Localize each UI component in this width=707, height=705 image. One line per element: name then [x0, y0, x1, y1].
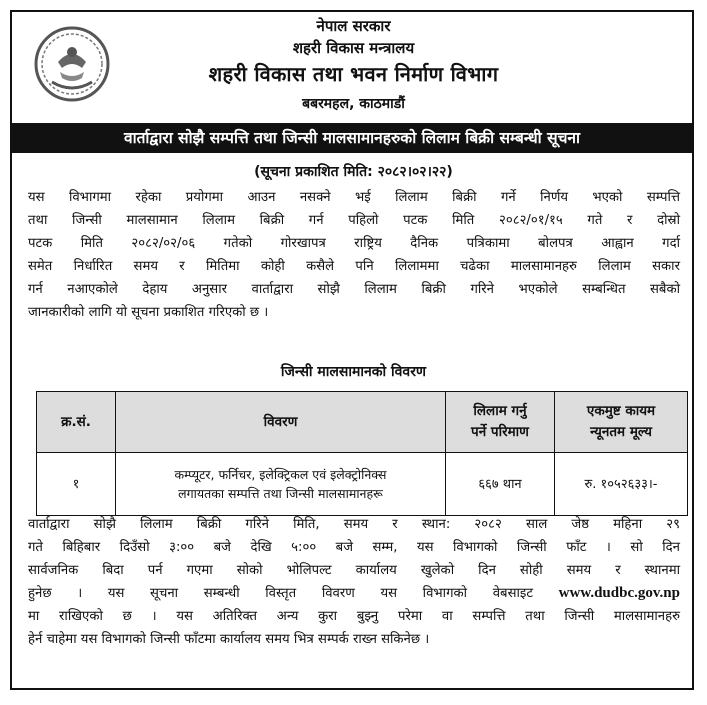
paragraph-line: जानकारीको लागि यो सूचना प्रकाशित गरिएको छ । [28, 305, 269, 320]
cell-description [116, 453, 446, 516]
published-date: (सूचना प्रकाशित मिति: २०८२।०२।२२) [254, 164, 453, 180]
department-name: शहरी विकास तथा भवन निर्माण विभाग [208, 62, 499, 86]
paragraph-text: हुनेछ । यस सूचना सम्बन्धी विस्तृत विवरण यस विभागको वेबसाइट [28, 586, 534, 601]
cell-minimum-price: रु. १०५२६३३।- [555, 453, 688, 516]
paragraph-line: गते बिहिबार दिउँसो ३:०० बजे देखि ५:०० बजे सम्म, यस विभागको जिन्सी फाँट । सो दिन [28, 540, 680, 555]
office-address: बबरमहल, काठमाडौं [302, 96, 405, 112]
paragraph-line: वार्ताद्वारा सोझै लिलाम बिक्री गरिने मिति, समय र स्थान: २०८२ साल जेष्ठ महिना २९ [28, 517, 680, 532]
paragraph-line: गर्न नआएकोले देहाय अनुसार वार्ताद्वारा सोझै लिलाम बिक्री गरिने भएकोले सम्बन्धित सबैको [28, 282, 680, 297]
header-serial-number: क्र.सं. [37, 392, 116, 453]
header-quantity-line1: लिलाम गर्नु [473, 403, 527, 419]
intro-paragraph [28, 186, 680, 324]
paragraph-line: यस विभागमा रहेका प्रयोगमा आउन नसक्ने भई लिलाम बिक्री गर्ने निर्णय भएको सम्पत्ति [28, 190, 680, 205]
header-description: विवरण [116, 392, 446, 453]
table-heading: जिन्सी मालसामानको विवरण [280, 364, 427, 380]
paragraph-line: पटक मिति २०८२/०२/०६ गतेको गोरखापत्र राष्ट्रिय दैनिक पत्रिकामा बोलपत्र आह्वान गर्दा [28, 236, 680, 251]
cell-description-line1: कम्प्यूटर, फर्निचर, इलेक्ट्रिकल एवं इलेक्ट्रोनिक्स [174, 467, 387, 482]
table-header-row [37, 392, 688, 453]
table-row [37, 453, 688, 516]
paragraph-line: मा राखिएको छ । यस अतिरिक्त अन्य कुरा बुझ्नु परेमा वा सम्पत्ति तथा जिन्सी मालसामानहरु [28, 609, 680, 624]
paragraph-line: सार्वजनिक बिदा पर्न गएमा सोको भोलिपल्ट कार्यालय खुलेको दिन सोही समय र स्थानमा [28, 563, 680, 578]
header-price-line2: न्यूनतम मूल्य [590, 424, 652, 440]
header-quantity [446, 392, 555, 453]
paragraph-line: हेर्न चाहेमा यस विभागको जिन्सी फाँटमा कार्यालय समय भित्र सम्पर्क राख्न सकिनेछ । [28, 632, 430, 647]
paragraph-line-with-website [28, 582, 680, 605]
header-quantity-line2: पर्ने परिमाण [471, 424, 529, 440]
government-name: नेपाल सरकार [316, 17, 391, 35]
goods-table [36, 391, 688, 516]
website-link[interactable]: www.dudbc.gov.np [558, 585, 680, 601]
ministry-name: शहरी विकास मन्त्रालय [292, 39, 415, 57]
cell-quantity: ६६७ थान [446, 453, 555, 516]
closing-paragraph [28, 513, 680, 651]
cell-serial-number: १ [37, 453, 116, 516]
paragraph-line: तथा जिन्सी मालसामान लिलाम बिक्री गर्न पहिलो पटक मिति २०८२/०१/१५ गते र दोस्रो [28, 213, 680, 228]
cell-description-line2: लगायतका सम्पत्ति तथा जिन्सी मालसामानहरू [178, 486, 383, 501]
notice-title-banner: वार्ताद्वारा सोझै सम्पत्ति तथा जिन्सी मालसामानहरुको लिलाम बिक्री सम्बन्धी सूचना [12, 123, 692, 153]
paragraph-line: समेत निर्धारित समय र मितिमा कोही कसैले पनि लिलाममा चढेका मालसामानहरु लिलाम सकार [28, 259, 680, 274]
header-price-line1: एकमुष्ट कायम [586, 403, 656, 419]
header-minimum-price [555, 392, 688, 453]
